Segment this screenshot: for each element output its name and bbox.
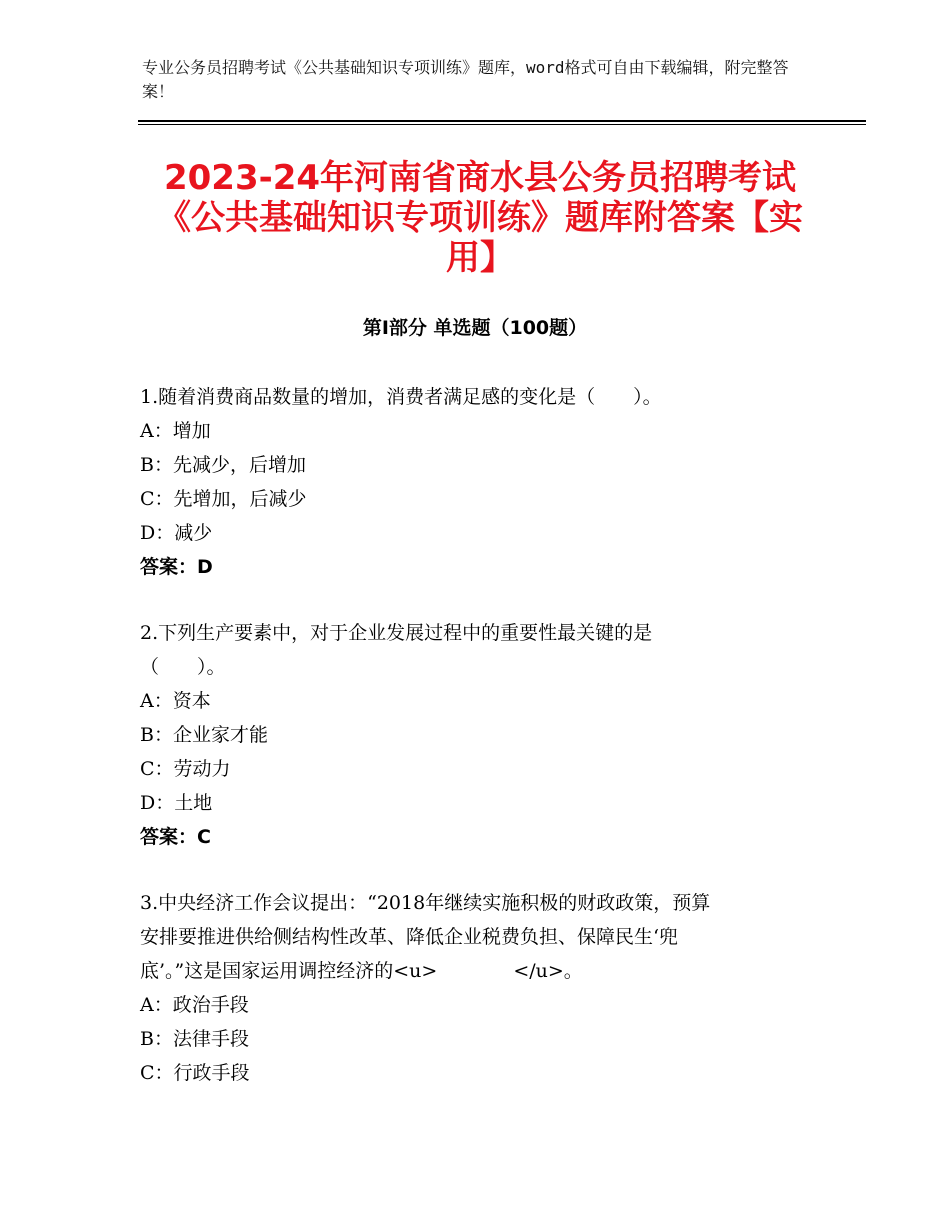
question-1 <box>140 380 810 584</box>
question-stem: 3.中央经济工作会议提出：“2018年继续实施积极的财政政策，预算 <box>140 892 711 914</box>
question-stem: 安排要推进供给侧结构性改革、降低企业税费负担、保障民生‘兜 <box>140 926 679 948</box>
option-a: A：增加 <box>140 420 211 442</box>
title-line: 用】 <box>446 238 514 278</box>
option-d: D：土地 <box>140 792 213 814</box>
option-c: C：劳动力 <box>140 758 231 780</box>
question-stem: （ ）。 <box>140 656 226 678</box>
option-b: B：先减少，后增加 <box>140 454 306 476</box>
answer-key: 答案：C <box>140 826 211 848</box>
section-heading: 第Ⅰ部分 单选题（100题） <box>362 317 588 339</box>
header-divider-thin <box>138 124 866 125</box>
option-a: A：资本 <box>140 690 211 712</box>
question-stem: 1.随着消费商品数量的增加，消费者满足感的变化是（ ）。 <box>140 386 662 408</box>
title-line: 2023-24年河南省商水县公务员招聘考试 <box>163 158 797 198</box>
title-line: 《公共基础知识专项训练》题库附答案【实 <box>157 198 803 238</box>
option-d: D：减少 <box>140 522 213 544</box>
page-header-note: 专业公务员招聘考试《公共基础知识专项训练》题库，word格式可自由下载编辑，附完整答案！ <box>142 58 789 101</box>
question-2 <box>140 616 810 854</box>
question-list <box>140 380 810 1122</box>
answer-key: 答案：D <box>140 556 213 578</box>
header-divider-thick <box>138 120 866 122</box>
option-c: C：先增加，后减少 <box>140 488 307 510</box>
document-title <box>150 158 810 278</box>
question-stem: 2.下列生产要素中，对于企业发展过程中的重要性最关键的是 <box>140 622 653 644</box>
option-c: C：行政手段 <box>140 1062 250 1084</box>
option-b: B：企业家才能 <box>140 724 268 746</box>
option-b: B：法律手段 <box>140 1028 249 1050</box>
question-3 <box>140 886 810 1090</box>
option-a: A：政治手段 <box>140 994 249 1016</box>
question-stem: 底’。”这是国家运用调控经济的<u> </u>。 <box>140 960 583 982</box>
